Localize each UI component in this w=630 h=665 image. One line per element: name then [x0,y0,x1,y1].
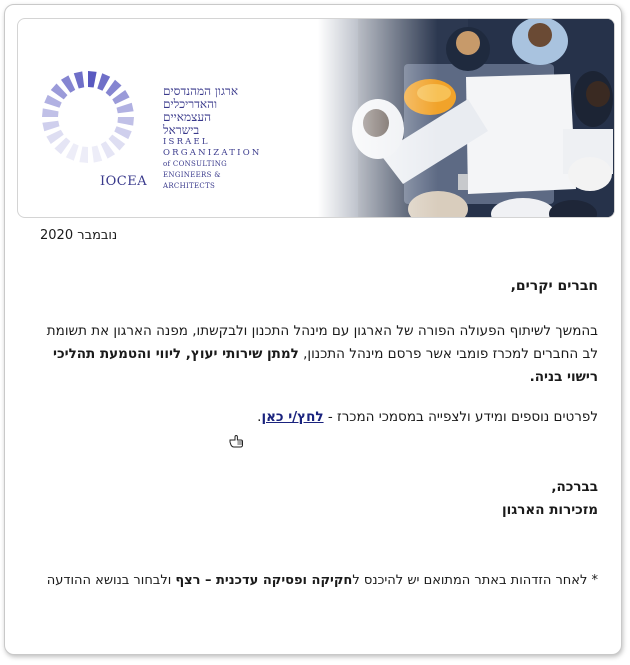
footnote-text-c: ולבחור בנושא ההודעה [46,573,176,588]
details-period: . [257,409,262,425]
organization-name [163,85,273,192]
closing: בברכה, [551,479,598,495]
logo-ring-segment [117,103,134,113]
signature: מזכירות הארגון [501,502,598,518]
footnote [18,573,598,588]
letter-date: נובמבר 2020 [40,228,118,243]
logo-acronym: IOCEA [100,174,148,189]
footnote-text-a: * לאחר הזדהות באתר המתואם יש להיכנס ל [352,573,598,588]
pointing-hand-icon[interactable] [228,433,244,453]
header-photo [318,19,614,217]
paragraph-text: בהמשך לשיתוף הפעולה הפורה של הארגון עם מינהל התכנון ולבקשתו, מפנה הארגון את תשומת לב החברים למכרז פומבי אשר פרסם מינהל התכנון, [46,323,598,362]
details-text: לפרטים נוספים ומידע ולצפייה במסמכי המכרז - [323,409,598,425]
org-name-he-2: והאדריכלים [163,97,218,111]
logo-ring-segment [117,117,134,126]
paragraph-bold-text: למתן שירותי יעוץ, ליווי והטמעת תהליכי רישוי בניה. [52,346,598,385]
org-name-he-3: העצמאיים [163,110,212,124]
org-name-en-3: of CONSULTING [163,160,228,168]
org-name-en-2: ORGANIZATION [163,148,262,158]
logo-ring-segment [106,80,122,97]
logo-ring-segment [79,146,88,163]
logo-ring-segment [61,75,75,92]
main-paragraph [38,320,598,389]
logo-ring-segment [92,146,102,163]
logo-ring-segment [44,95,61,108]
logo-ring-segment [46,130,63,144]
logo-ring-segment [101,141,115,158]
header-banner [17,18,615,218]
logo-ring-segment [112,90,129,104]
click-here-link[interactable]: לחץ/י כאן [261,409,324,425]
org-name-en-4: ENGINEERS & ARCHITECTS [163,171,221,190]
org-name-en-1: ISRAEL [163,137,210,147]
signature-block [502,476,598,522]
org-name-he-1: ארגון המהנדסים [163,84,239,98]
details-line [257,409,598,425]
logo-ring-segment [51,83,68,99]
logo-ring-icon [38,67,138,167]
logo-ring-segment [88,71,97,88]
organization-logo [38,67,268,197]
logo-ring-segment [109,135,126,151]
logo-ring-segment [97,73,110,90]
logo-ring-segment [114,126,131,139]
footnote-bold: חקיקה ופסיקה עדכנית – רצף [175,573,353,588]
logo-ring-segment [42,121,59,131]
logo-ring-segment [42,108,59,117]
logo-ring-segment [66,143,79,160]
logo-ring-segment [74,71,84,88]
org-name-he-4: בישראל [163,123,200,137]
greeting: חברים יקרים, [510,278,598,294]
logo-ring-segment [54,138,70,155]
